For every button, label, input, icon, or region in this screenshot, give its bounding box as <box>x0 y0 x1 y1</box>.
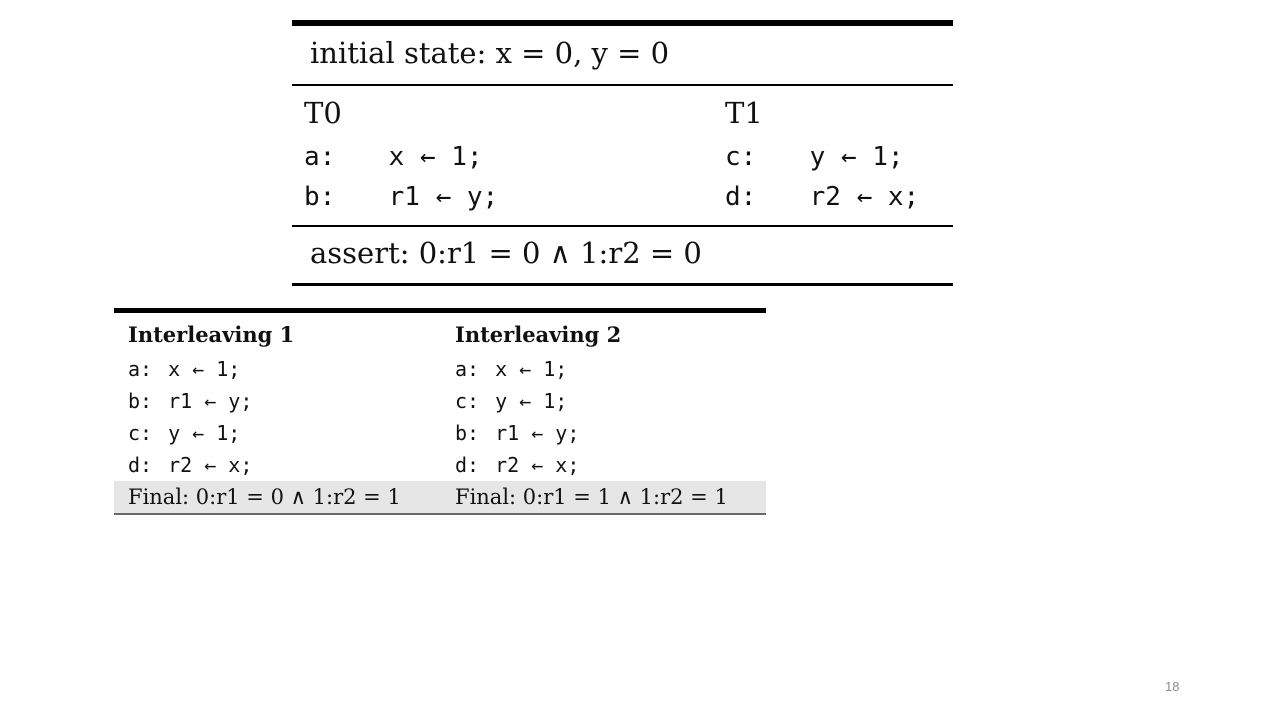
instruction-code: y ← 1; <box>809 142 904 172</box>
instruction-label: a: <box>304 142 336 172</box>
step-code: x ← 1; <box>495 357 568 381</box>
instruction-row <box>725 182 919 212</box>
step-row <box>455 389 567 413</box>
step-row <box>455 421 579 445</box>
step-label: d: <box>128 453 153 477</box>
assertion: assert: 0:r1 = 0 ∧ 1:r2 = 0 <box>310 236 702 270</box>
step-code: r2 ← x; <box>495 453 580 477</box>
step-row <box>128 453 252 477</box>
bottom-rule <box>292 283 953 286</box>
instruction-code: x ← 1; <box>388 142 483 172</box>
step-code: r1 ← y; <box>495 421 580 445</box>
step-row <box>128 357 240 381</box>
litmus-test-table <box>292 20 953 286</box>
instruction-label: b: <box>304 182 336 212</box>
interleavings-table <box>114 308 766 516</box>
step-code: y ← 1; <box>495 389 568 413</box>
thread-name: T0 <box>304 96 342 130</box>
instruction-label: c: <box>725 142 757 172</box>
step-label: c: <box>455 389 480 413</box>
final-state: Final: 0:r1 = 0 ∧ 1:r2 = 1 <box>128 485 401 509</box>
step-label: c: <box>128 421 153 445</box>
instruction-row <box>304 182 498 212</box>
instruction-row <box>304 142 483 172</box>
interleaving-title: Interleaving 1 <box>128 322 295 347</box>
separator-rule <box>292 225 953 227</box>
step-label: b: <box>128 389 153 413</box>
step-code: x ← 1; <box>168 357 241 381</box>
step-code: y ← 1; <box>168 421 241 445</box>
instruction-label: d: <box>725 182 757 212</box>
step-code: r2 ← x; <box>168 453 253 477</box>
step-code: r1 ← y; <box>168 389 253 413</box>
instruction-row <box>725 142 904 172</box>
bottom-rule <box>114 513 766 515</box>
final-state: Final: 0:r1 = 1 ∧ 1:r2 = 1 <box>455 485 728 509</box>
thread-name: T1 <box>725 96 763 130</box>
instruction-code: r2 ← x; <box>809 182 920 212</box>
instruction-code: r1 ← y; <box>388 182 499 212</box>
step-row <box>455 453 579 477</box>
initial-state: initial state: x = 0, y = 0 <box>310 36 670 70</box>
step-label: b: <box>455 421 480 445</box>
step-label: d: <box>455 453 480 477</box>
page-number: 18 <box>1165 679 1180 694</box>
step-row <box>128 421 240 445</box>
top-rule <box>114 308 766 313</box>
top-rule <box>292 20 953 26</box>
step-label: a: <box>128 357 153 381</box>
step-label: a: <box>455 357 480 381</box>
step-row <box>455 357 567 381</box>
step-row <box>128 389 252 413</box>
interleaving-title: Interleaving 2 <box>455 322 622 347</box>
separator-rule <box>292 84 953 86</box>
